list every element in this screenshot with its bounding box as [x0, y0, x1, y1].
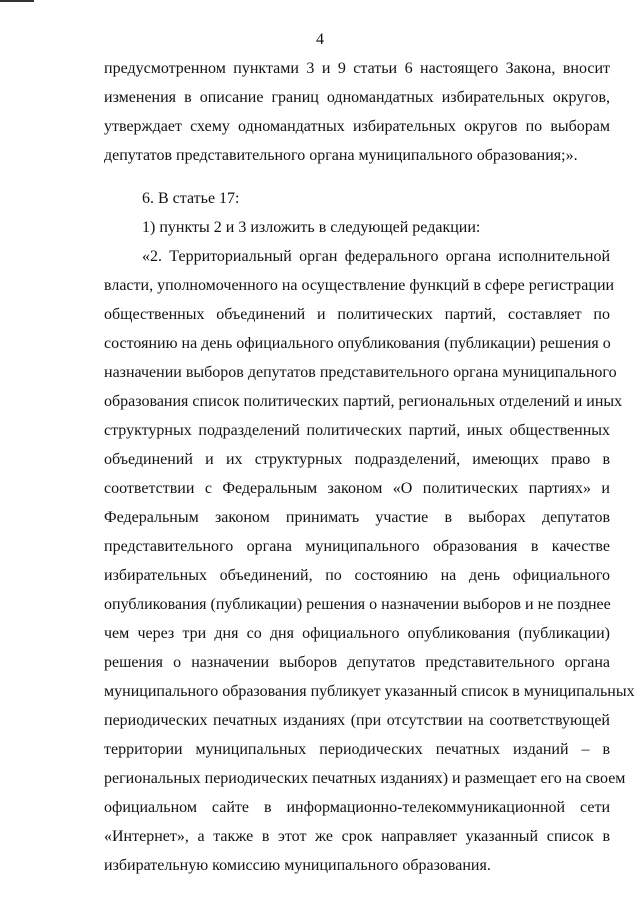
scan-corner-mark — [0, 0, 34, 2]
text-line: власти, уполномоченного на осуществление функций в сфере регистрации — [104, 277, 615, 294]
text-line: утверждает схему одномандатных избирательных округов по выборам — [104, 118, 610, 135]
text-line: Федеральным законом принимать участие в выборах депутатов — [104, 509, 610, 526]
paragraph-3 — [104, 213, 610, 242]
text-line: назначении выборов депутатов представительного органа муниципального — [104, 364, 617, 381]
text-line: региональных периодических печатных изданиях) и размещает его на своем — [104, 770, 626, 787]
text-line: образования список политических партий, региональных отделений и иных — [104, 393, 623, 410]
document-body — [104, 54, 635, 880]
text-line: состоянию на день официального опубликования (публикации) решения о — [104, 335, 611, 352]
text-line: муниципального образования публикует указанный список в муниципальных — [104, 683, 635, 700]
text-line: опубликования (публикации) решения о назначении выборов и не позднее — [104, 596, 611, 613]
text-line: «2. Территориальный орган федерального органа исполнительной — [142, 248, 610, 265]
paragraph-gap — [104, 170, 610, 184]
text-line: 1) пункты 2 и 3 изложить в следующей редакции: — [142, 219, 481, 236]
text-line: предусмотренном пунктами 3 и 9 статьи 6 настоящего Закона, вносит — [104, 60, 610, 77]
text-line: решения о назначении выборов депутатов представительного органа — [104, 654, 610, 671]
text-line: структурных подразделений политических партий, иных общественных — [104, 422, 610, 439]
text-line: общественных объединений и политических партий, составляет по — [104, 306, 610, 323]
paragraph-2 — [104, 184, 610, 213]
text-line: изменения в описание границ одномандатных избирательных округов, — [104, 89, 610, 106]
page-number: 4 — [316, 31, 324, 48]
text-line: «Интернет», а также в этот же срок направляет указанный список в — [104, 828, 610, 845]
text-line: 6. В статье 17: — [142, 190, 240, 207]
paragraph-4 — [104, 242, 635, 880]
text-line: депутатов представительного органа муниципального образования;». — [104, 147, 578, 164]
text-line: чем через три дня со дня официального опубликования (публикации) — [104, 625, 610, 642]
text-line: избирательных объединений, по состоянию на день официального — [104, 567, 610, 584]
text-line: объединений и их структурных подразделений, имеющих право в — [104, 451, 610, 468]
text-line: избирательную комиссию муниципального образования. — [104, 857, 491, 874]
text-line: территории муниципальных периодических печатных изданий – в — [104, 741, 610, 758]
paragraph-1 — [104, 54, 610, 170]
text-line: периодических печатных изданиях (при отсутствии на соответствующей — [104, 712, 610, 729]
text-line: официальном сайте в информационно-телекоммуникационной сети — [104, 799, 610, 816]
text-line: соответствии с Федеральным законом «О политических партиях» и — [104, 480, 610, 497]
text-line: представительного органа муниципального образования в качестве — [104, 538, 610, 555]
